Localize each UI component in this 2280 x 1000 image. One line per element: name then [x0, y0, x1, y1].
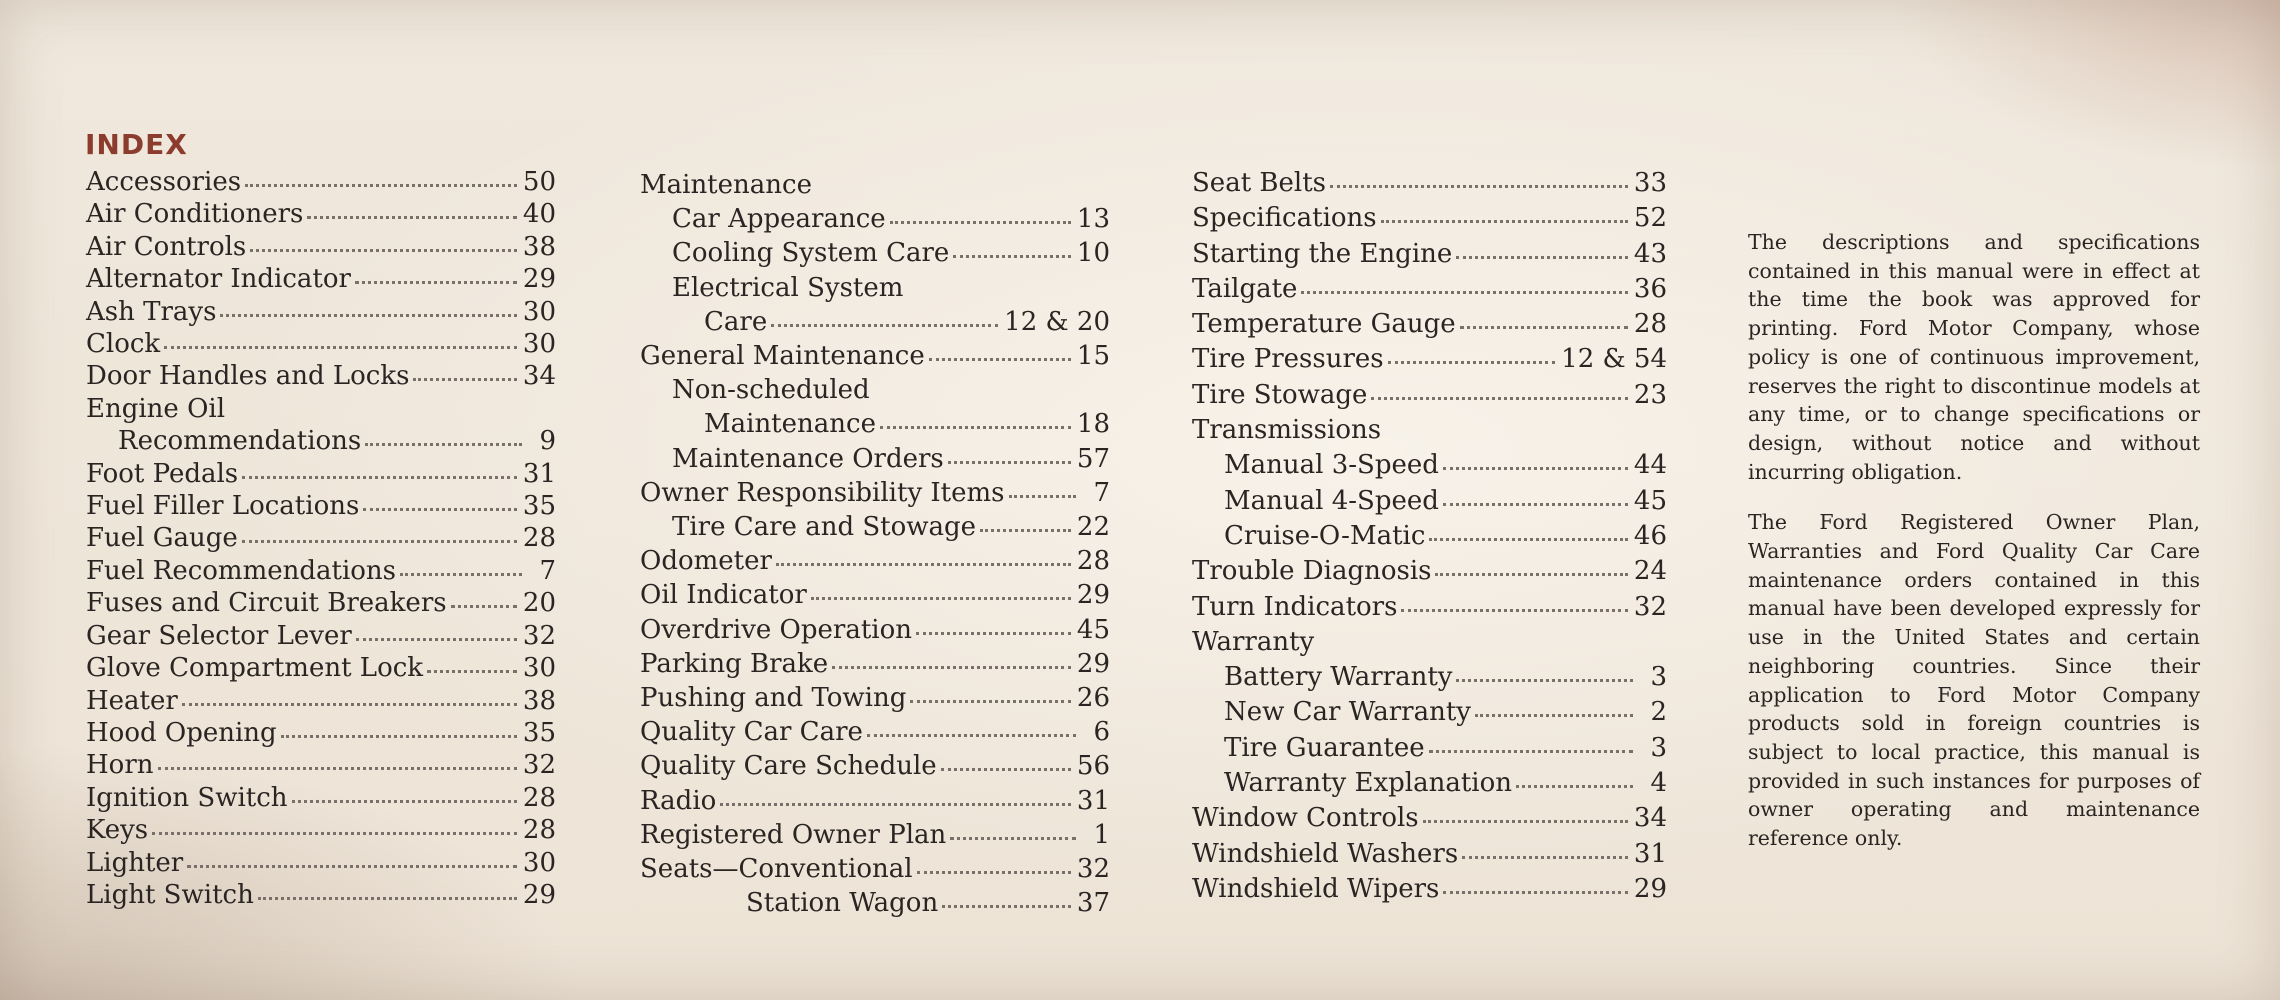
- index-entry-label: Windshield Washers: [1192, 838, 1459, 869]
- index-entry-label: Owner Responsibility Items: [640, 477, 1005, 508]
- index-entry-label: Recommendations: [118, 426, 362, 457]
- index-entry-label: Cruise-O-Matic: [1224, 520, 1426, 551]
- dot-leader: [874, 392, 1076, 395]
- index-entry-page: 6: [1093, 717, 1110, 748]
- index-entry-label: Ignition Switch: [86, 782, 288, 813]
- index-entry-page: 29: [1633, 873, 1667, 904]
- index-entry: [640, 613, 1110, 647]
- index-entry-page: 44: [1633, 450, 1667, 481]
- dot-leader: [242, 476, 517, 479]
- index-entry-label: Care: [704, 306, 768, 337]
- index-entry-label: Window Controls: [1192, 803, 1419, 834]
- index-entry-page: 30: [522, 296, 556, 327]
- index-entry-page: 45: [1076, 614, 1110, 645]
- index-entry: [640, 339, 1110, 373]
- index-entry-page: 38: [522, 231, 556, 262]
- index-entry-label: Door Handles and Locks: [86, 361, 410, 392]
- index-entry-page: 57: [1076, 443, 1110, 474]
- index-entry-label: Keys: [86, 815, 149, 846]
- dot-leader: [258, 897, 517, 900]
- index-entry-label: Overdrive Operation: [640, 614, 912, 645]
- index-entry-page: 12 & 54: [1561, 344, 1667, 375]
- index-entry: [640, 236, 1110, 270]
- index-entry-label: Manual 4-Speed: [1224, 485, 1439, 516]
- index-entry: [1192, 413, 1667, 448]
- dot-leader: [245, 184, 517, 187]
- index-entry: [86, 717, 556, 749]
- index-entry: [1192, 625, 1667, 660]
- index-entry: [1192, 695, 1667, 730]
- index-entry-label: Parking Brake: [640, 648, 829, 679]
- dot-leader: [1429, 538, 1628, 541]
- dot-leader: [281, 735, 517, 738]
- index-entry-label: Maintenance Orders: [672, 443, 944, 474]
- dot-leader: [413, 378, 516, 381]
- index-entry-label: Cooling System Care: [672, 238, 950, 269]
- index-entry: [86, 847, 556, 879]
- index-entry: [640, 578, 1110, 612]
- index-entry: [1192, 378, 1667, 413]
- index-entry-label: Clock: [86, 329, 161, 360]
- index-entry: [1192, 766, 1667, 801]
- index-entry-label: Seat Belts: [1192, 168, 1327, 198]
- dot-leader: [811, 597, 1071, 600]
- index-entry: [1192, 237, 1667, 272]
- index-entry-label: Air Controls: [86, 231, 247, 262]
- index-entry-page: 28: [522, 782, 556, 813]
- index-entry: [86, 555, 556, 587]
- index-entry-label: Lighter: [86, 847, 184, 878]
- index-entry-page: 1: [1093, 819, 1110, 850]
- index-entry-label: Specifications: [1192, 203, 1377, 234]
- index-entry: [640, 168, 1110, 202]
- index-entry: [1192, 201, 1667, 236]
- index-entry-page: 28: [1633, 309, 1667, 340]
- index-entry: [1192, 731, 1667, 766]
- index-entry: [86, 652, 556, 684]
- dot-leader: [776, 563, 1071, 566]
- index-entry-label: Fuel Gauge: [86, 523, 238, 554]
- index-entry-label: Car Appearance: [672, 204, 886, 235]
- index-entry-page: 32: [1076, 854, 1110, 885]
- dot-leader: [917, 871, 1071, 874]
- index-entry: [86, 360, 556, 392]
- dot-leader: [1371, 397, 1627, 400]
- dot-leader: [907, 290, 1076, 293]
- dot-leader: [720, 803, 1071, 806]
- index-entry-page: 12 & 20: [1004, 306, 1110, 337]
- dot-leader: [832, 666, 1071, 669]
- index-entry-label: Registered Owner Plan: [640, 819, 947, 850]
- dot-leader: [220, 314, 516, 317]
- index-entry: [640, 442, 1110, 476]
- index-entry: [1192, 554, 1667, 589]
- dot-leader: [164, 346, 517, 349]
- index-entry-label: Quality Care Schedule: [640, 751, 937, 782]
- index-entry-page: 37: [1076, 888, 1110, 919]
- dot-leader: [942, 905, 1071, 908]
- index-entry: [1192, 872, 1667, 907]
- index-entry-page: 29: [1076, 580, 1110, 611]
- dot-leader: [929, 358, 1071, 361]
- registered-owner-paragraph: The Ford Registered Owner Plan, Warranties and Ford Quality Car Care maintenance orders contained in this manual have been developed expressly for use in the United States and certain neighboring countries. Since their application to Ford Motor Company products sold in foreign countries is subject to local practice, this manual is provided in such instances for purposes of owner operating and maintenance reference only.: [1748, 510, 2200, 851]
- index-entry-label: Tire Stowage: [1192, 379, 1368, 410]
- dot-leader: [880, 426, 1071, 429]
- dot-leader: [1388, 361, 1556, 364]
- index-entry-label: Heater: [86, 685, 178, 716]
- index-entry: [1192, 272, 1667, 307]
- dot-leader: [890, 221, 1071, 224]
- index-entry-label: Engine Oil: [86, 393, 226, 424]
- disclaimer-notes: [1748, 228, 2200, 875]
- index-entry: [640, 784, 1110, 818]
- dot-leader: [771, 324, 998, 327]
- index-entry-page: 56: [1076, 751, 1110, 782]
- index-title: INDEX: [85, 128, 188, 161]
- index-entry: [86, 198, 556, 230]
- index-entry-label: Temperature Gauge: [1192, 309, 1456, 340]
- index-entry: [640, 647, 1110, 681]
- dot-leader: [292, 800, 517, 803]
- index-entry: [86, 231, 556, 263]
- index-entry: [1192, 484, 1667, 519]
- dot-leader: [916, 632, 1071, 635]
- dot-leader: [816, 187, 1076, 190]
- index-entry: [86, 296, 556, 328]
- index-entry-page: 35: [522, 491, 556, 522]
- dot-leader: [1429, 750, 1633, 753]
- index-entry-page: 29: [522, 264, 556, 295]
- dot-leader: [451, 605, 517, 608]
- dot-leader: [242, 540, 517, 543]
- index-entry-page: 24: [1633, 556, 1667, 587]
- index-entry: [640, 510, 1110, 544]
- dot-leader: [1435, 573, 1627, 576]
- index-entry: [1192, 519, 1667, 554]
- dot-leader: [187, 865, 517, 868]
- index-entry: [640, 407, 1110, 441]
- index-entry-label: Manual 3-Speed: [1224, 450, 1439, 481]
- index-entry-label: Turn Indicators: [1192, 591, 1398, 622]
- index-entry-label: Ash Trays: [86, 296, 217, 327]
- dot-leader: [980, 529, 1071, 532]
- index-entry: [86, 814, 556, 846]
- dot-leader: [356, 638, 517, 641]
- index-entry-label: Hood Opening: [86, 717, 277, 748]
- index-entry: [640, 305, 1110, 339]
- index-entry: [86, 166, 556, 198]
- index-entry: [1192, 166, 1667, 201]
- index-entry-page: 34: [522, 361, 556, 392]
- dot-leader: [1460, 326, 1628, 329]
- index-entry-label: Accessories: [86, 167, 242, 197]
- dot-leader: [1516, 785, 1633, 788]
- index-entry-page: 31: [1633, 838, 1667, 869]
- index-entry-page: 50: [522, 167, 556, 197]
- index-entry: [86, 620, 556, 652]
- dot-leader: [1301, 291, 1627, 294]
- index-entry-page: 40: [522, 199, 556, 230]
- index-entry-label: Foot Pedals: [86, 458, 239, 489]
- dot-leader: [1475, 714, 1633, 717]
- index-entry-page: 36: [1633, 273, 1667, 304]
- index-entry: [86, 263, 556, 295]
- index-entry: [640, 715, 1110, 749]
- dot-leader: [1456, 256, 1628, 259]
- index-entry-label: Maintenance: [640, 170, 812, 200]
- dot-leader: [363, 508, 517, 511]
- index-entry-page: 22: [1076, 512, 1110, 543]
- index-entry: [86, 393, 556, 425]
- index-entry: [86, 458, 556, 490]
- index-entry-label: Electrical System: [672, 272, 904, 303]
- index-entry-label: Odometer: [640, 546, 772, 577]
- dot-leader: [1443, 503, 1628, 506]
- index-entry: [1192, 801, 1667, 836]
- index-entry-label: Fuses and Circuit Breakers: [86, 588, 447, 619]
- index-entry: [86, 328, 556, 360]
- index-entry-page: 29: [1076, 648, 1110, 679]
- index-entry-label: Gear Selector Lever: [86, 620, 352, 651]
- index-entry-label: Non-scheduled: [672, 375, 870, 406]
- dot-leader: [250, 249, 517, 252]
- dot-leader: [1423, 820, 1628, 823]
- dot-leader: [953, 255, 1071, 258]
- index-entry-page: 32: [1633, 591, 1667, 622]
- index-entry-page: 31: [1076, 785, 1110, 816]
- index-entry-page: 9: [539, 426, 556, 457]
- index-entry-label: Air Conditioners: [86, 199, 304, 230]
- index-entry-page: 4: [1650, 768, 1667, 799]
- index-entry: [640, 373, 1110, 407]
- index-entry: [1192, 590, 1667, 625]
- index-entry: [640, 749, 1110, 783]
- index-entry-page: 15: [1076, 341, 1110, 372]
- index-entry-page: 10: [1076, 238, 1110, 269]
- dot-leader: [1462, 856, 1628, 859]
- index-entry: [640, 202, 1110, 236]
- index-entry-page: 20: [522, 588, 556, 619]
- index-entry: [86, 490, 556, 522]
- dot-leader: [1443, 891, 1628, 894]
- index-entry-label: Fuel Filler Locations: [86, 491, 360, 522]
- dot-leader: [1381, 220, 1628, 223]
- dot-leader: [950, 837, 1076, 840]
- index-entry-page: 3: [1650, 732, 1667, 763]
- dot-leader: [400, 573, 522, 576]
- index-entry-page: 13: [1076, 204, 1110, 235]
- index-entry-page: 35: [522, 717, 556, 748]
- dot-leader: [1330, 185, 1628, 188]
- index-entry-label: Glove Compartment Lock: [86, 653, 424, 684]
- index-entry: [86, 522, 556, 554]
- index-entry: [640, 476, 1110, 510]
- index-entry-page: 28: [522, 815, 556, 846]
- dot-leader: [182, 703, 517, 706]
- dot-leader: [1456, 679, 1633, 682]
- index-column-2: [640, 168, 1110, 920]
- index-entry-label: Seats—Conventional: [640, 854, 913, 885]
- index-entry: [1192, 660, 1667, 695]
- dot-leader: [948, 461, 1071, 464]
- dot-leader: [1318, 644, 1633, 647]
- index-entry-page: 23: [1633, 379, 1667, 410]
- index-entry: [640, 681, 1110, 715]
- index-column-1: [86, 166, 556, 911]
- index-entry-label: Pushing and Towing: [640, 683, 907, 714]
- index-entry: [640, 544, 1110, 578]
- index-entry-label: Tire Pressures: [1192, 344, 1384, 375]
- dot-leader: [158, 767, 517, 770]
- index-entry-page: 43: [1633, 238, 1667, 269]
- index-entry-page: 2: [1650, 697, 1667, 728]
- index-entry-label: Windshield Wipers: [1192, 873, 1440, 904]
- index-entry-label: Horn: [86, 750, 154, 781]
- index-entry-page: 46: [1633, 520, 1667, 551]
- index-entry-page: 45: [1633, 485, 1667, 516]
- index-entry-page: 52: [1633, 203, 1667, 234]
- index-entry-label: Maintenance: [704, 409, 876, 440]
- index-entry: [86, 425, 556, 457]
- index-entry-page: 18: [1076, 409, 1110, 440]
- index-entry-label: Radio: [640, 785, 717, 816]
- index-entry-label: General Maintenance: [640, 341, 925, 372]
- dot-leader: [307, 216, 517, 219]
- index-entry: [86, 879, 556, 911]
- index-entry: [86, 782, 556, 814]
- index-entry: [1192, 837, 1667, 872]
- index-entry: [86, 685, 556, 717]
- index-entry-label: Oil Indicator: [640, 580, 807, 611]
- index-entry-page: 38: [522, 685, 556, 716]
- index-entry: [86, 749, 556, 781]
- index-entry-page: 33: [1633, 168, 1667, 198]
- index-entry: [1192, 307, 1667, 342]
- dot-leader: [910, 700, 1071, 703]
- dot-leader: [1009, 495, 1077, 498]
- index-entry-label: Fuel Recommendations: [86, 555, 397, 586]
- index-entry-page: 32: [522, 750, 556, 781]
- index-entry: [1192, 448, 1667, 483]
- index-entry-label: Trouble Diagnosis: [1192, 556, 1432, 587]
- index-entry-page: 28: [1076, 546, 1110, 577]
- index-entry-page: 30: [522, 329, 556, 360]
- index-entry-label: Tire Care and Stowage: [672, 512, 977, 543]
- index-entry-page: 26: [1076, 683, 1110, 714]
- index-entry-label: New Car Warranty: [1224, 697, 1471, 728]
- index-entry-label: Warranty Explanation: [1224, 768, 1512, 799]
- index-entry-label: Transmissions: [1192, 415, 1382, 446]
- index-entry-page: 32: [522, 620, 556, 651]
- dot-leader: [867, 734, 1076, 737]
- index-entry: [640, 818, 1110, 852]
- index-entry-page: 34: [1633, 803, 1667, 834]
- index-entry: [640, 271, 1110, 305]
- index-entry-page: 3: [1650, 662, 1667, 693]
- dot-leader: [365, 443, 522, 446]
- index-entry-label: Battery Warranty: [1224, 662, 1453, 693]
- index-entry-page: 28: [522, 523, 556, 554]
- dot-leader: [1401, 609, 1627, 612]
- index-entry-page: 7: [1093, 477, 1110, 508]
- index-entry: [86, 587, 556, 619]
- dot-leader: [427, 670, 517, 673]
- index-entry: [640, 886, 1110, 920]
- disclaimer-paragraph: The descriptions and specifications contained in this manual were in effect at the time the book was approved for printing. Ford Motor Company, whose policy is one of continuous improvement, reserves the right to discontinue models at any time, or to change specifications or design, without notice and without incurring obligation.: [1748, 230, 2200, 484]
- dot-leader: [1385, 432, 1633, 435]
- index-entry-page: 29: [522, 879, 556, 910]
- index-column-3: [1192, 166, 1667, 907]
- index-entry-page: 30: [522, 653, 556, 684]
- index-entry: [1192, 342, 1667, 377]
- index-entry-label: Warranty: [1192, 626, 1315, 657]
- dot-leader: [229, 411, 522, 414]
- index-entry-label: Tire Guarantee: [1224, 732, 1425, 763]
- dot-leader: [152, 832, 517, 835]
- index-entry-label: Starting the Engine: [1192, 238, 1453, 269]
- index-entry: [640, 852, 1110, 886]
- index-entry-page: 30: [522, 847, 556, 878]
- index-entry-page: 31: [522, 458, 556, 489]
- dot-leader: [941, 768, 1071, 771]
- index-entry-page: 7: [539, 555, 556, 586]
- index-entry-label: Light Switch: [86, 879, 254, 910]
- dot-leader: [1443, 467, 1628, 470]
- index-entry-label: Station Wagon: [746, 888, 939, 919]
- index-entry-label: Quality Car Care: [640, 717, 863, 748]
- index-entry-label: Alternator Indicator: [86, 264, 351, 295]
- dot-leader: [355, 281, 517, 284]
- index-entry-label: Tailgate: [1192, 273, 1298, 304]
